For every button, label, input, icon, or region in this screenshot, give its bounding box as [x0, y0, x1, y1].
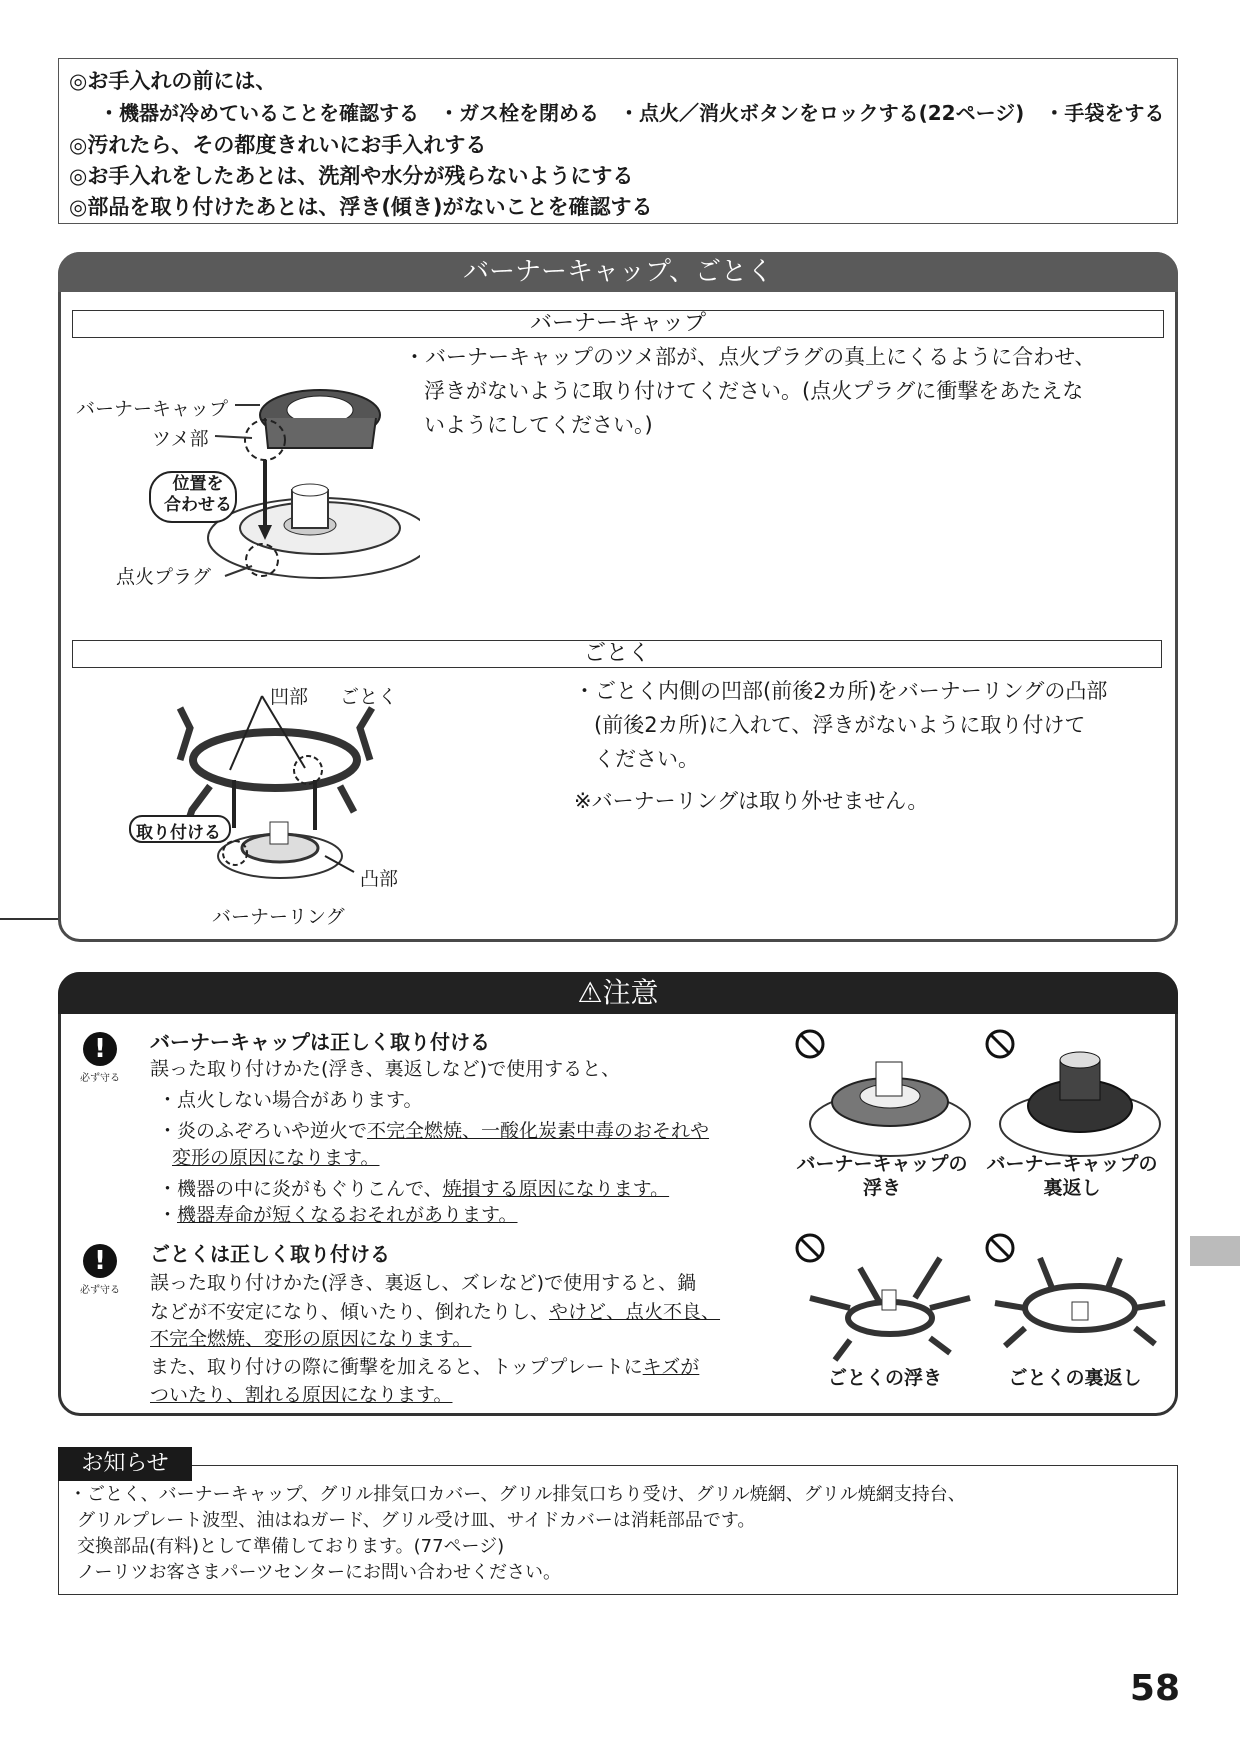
warning-triangle-icon: ⚠ — [577, 976, 603, 1009]
caution-line — [150, 1297, 720, 1324]
text-part: 機器寿命が短くなるおそれがあります。 — [177, 1204, 518, 1226]
notice-line: グリルプレート波型、油はねガード、グリル受け皿、サイドカバーは消耗部品です。 — [77, 1510, 756, 1531]
wrong-gotoku-figures — [790, 1228, 1170, 1378]
caution-line: 不完全燃焼、変形の原因になります。 — [150, 1328, 472, 1350]
notice-line: ・ごとく、バーナーキャップ、グリル排気口カバー、グリル排気口ちり受け、グリル焼網、グリル焼網支持台、 — [69, 1484, 966, 1505]
text-line: ・ごとく内側の凹部(前後2カ所)をバーナーリングの凸部 — [574, 679, 1108, 703]
margin-line — [0, 918, 58, 920]
caution-line: ついたり、割れる原因になります。 — [150, 1384, 453, 1406]
text-part: キズが — [642, 1356, 700, 1378]
text-part: また、取り付けの際に衝撃を加えると、トッププレートに — [150, 1356, 643, 1378]
label-totsu: 凸部 — [360, 868, 399, 890]
label-gotoku: ごとく — [340, 686, 398, 708]
label-burner-ring: バーナーリング — [212, 906, 345, 928]
caption-line: バーナーキャップの — [796, 1153, 968, 1175]
figure-caption — [982, 1152, 1162, 1200]
text-part: などが不安定になり、傾いたり、倒れたりし、 — [150, 1301, 550, 1323]
text-part: 不完全燃焼、一酸化炭素中毒のおそれや — [367, 1120, 710, 1142]
text-part: ・ — [158, 1204, 178, 1226]
figure-caption: ごとくの浮き — [827, 1367, 942, 1389]
note-line: ◎お手入れの前には、 — [69, 69, 277, 93]
text-line: ・バーナーキャップのツメ部が、点火プラグの真上にくるように合わせ、 — [404, 345, 1096, 369]
caution-title — [58, 972, 1178, 1014]
figure-caption: ごとくの裏返し — [1008, 1367, 1142, 1389]
text-part: ・機器の中に炎がもぐりこんで、 — [158, 1178, 443, 1200]
chapter-tab — [1190, 1236, 1240, 1266]
exclamation-icon: ! — [83, 1032, 117, 1066]
caption-line: 裏返し — [1043, 1177, 1101, 1199]
notice-line: 交換部品(有料)として準備しております。(77ページ) — [77, 1536, 505, 1557]
text-line: (前後2カ所)に入れて、浮きがないように取り付けて — [594, 713, 1086, 737]
figure-caption — [792, 1152, 972, 1200]
caption-line: 浮き — [862, 1177, 901, 1199]
text-line: ください。 — [594, 747, 699, 771]
caption-line: バーナーキャップの — [986, 1153, 1158, 1175]
caution-line: 誤った取り付けかた(浮き、裏返し、ズレなど)で使用すると、鍋 — [150, 1272, 697, 1294]
text-line: いようにしてください。) — [424, 413, 653, 437]
caution-line — [158, 1116, 709, 1143]
label-attach: 取り付ける — [136, 823, 221, 843]
note-line: ◎お手入れをしたあとは、洗剤や水分が残らないようにする — [69, 164, 634, 188]
text-line: 浮きがないように取り付けてください。(点火プラグに衝撃をあたえな — [424, 379, 1084, 403]
caution-line — [158, 1174, 669, 1201]
label-tsume: ツメ部 — [152, 428, 209, 450]
must-follow-icon — [80, 1032, 120, 1084]
label-align — [164, 474, 232, 516]
care-notes-box — [58, 58, 1178, 224]
label-burner-cap: バーナーキャップ — [76, 398, 229, 420]
note-line: ※バーナーリングは取り外せません。 — [574, 789, 929, 813]
notice-box — [58, 1465, 1178, 1595]
page-number: 58 — [1129, 1668, 1180, 1709]
caution-item-title: バーナーキャップは正しく取り付ける — [150, 1030, 490, 1054]
text-part: やけど、点火不良、 — [549, 1301, 721, 1323]
cap-instruction — [404, 340, 1096, 442]
label-kobo: 凹部 — [270, 686, 309, 708]
must-label: 必ず守る — [80, 1073, 120, 1084]
caution-line: 変形の原因になります。 — [172, 1147, 380, 1169]
caution-line — [150, 1352, 699, 1379]
caution-line — [158, 1200, 518, 1227]
subheading-burner-cap: バーナーキャップ — [72, 310, 1164, 338]
note-line: ◎部品を取り付けたあとは、浮き(傾き)がないことを確認する — [69, 195, 653, 219]
gotoku-illustration — [110, 688, 410, 888]
note-line: ◎汚れたら、その都度きれいにお手入れする — [69, 133, 487, 157]
label-ignition-plug: 点火プラグ — [116, 566, 212, 588]
must-follow-icon — [80, 1244, 120, 1296]
must-label: 必ず守る — [80, 1285, 120, 1296]
caution-title-text: 注意 — [602, 976, 659, 1009]
caution-line: ・点火しない場合があります。 — [158, 1089, 423, 1111]
caution-line: 誤った取り付けかた(浮き、裏返しなど)で使用すると、 — [150, 1058, 621, 1080]
text-part: 焼損する原因になります。 — [442, 1178, 670, 1200]
caution-item-title: ごとくは正しく取り付ける — [150, 1242, 390, 1266]
text-part: ・炎のふぞろいや逆火で — [158, 1120, 368, 1142]
note-line: ・機器が冷めていることを確認する ・ガス栓を閉める ・点火／消火ボタンをロックする(22ページ) ・手袋をする — [99, 101, 1165, 125]
notice-tab: お知らせ — [58, 1447, 192, 1481]
gotoku-instruction — [574, 674, 1107, 818]
label-line: 合わせる — [164, 495, 232, 515]
section-title: バーナーキャップ、ごとく — [58, 252, 1178, 292]
notice-line: ノーリツお客さまパーツセンターにお問い合わせください。 — [77, 1562, 562, 1583]
subheading-gotoku: ごとく — [72, 640, 1162, 668]
label-line: 位置を — [172, 474, 224, 494]
exclamation-icon: ! — [83, 1244, 117, 1278]
